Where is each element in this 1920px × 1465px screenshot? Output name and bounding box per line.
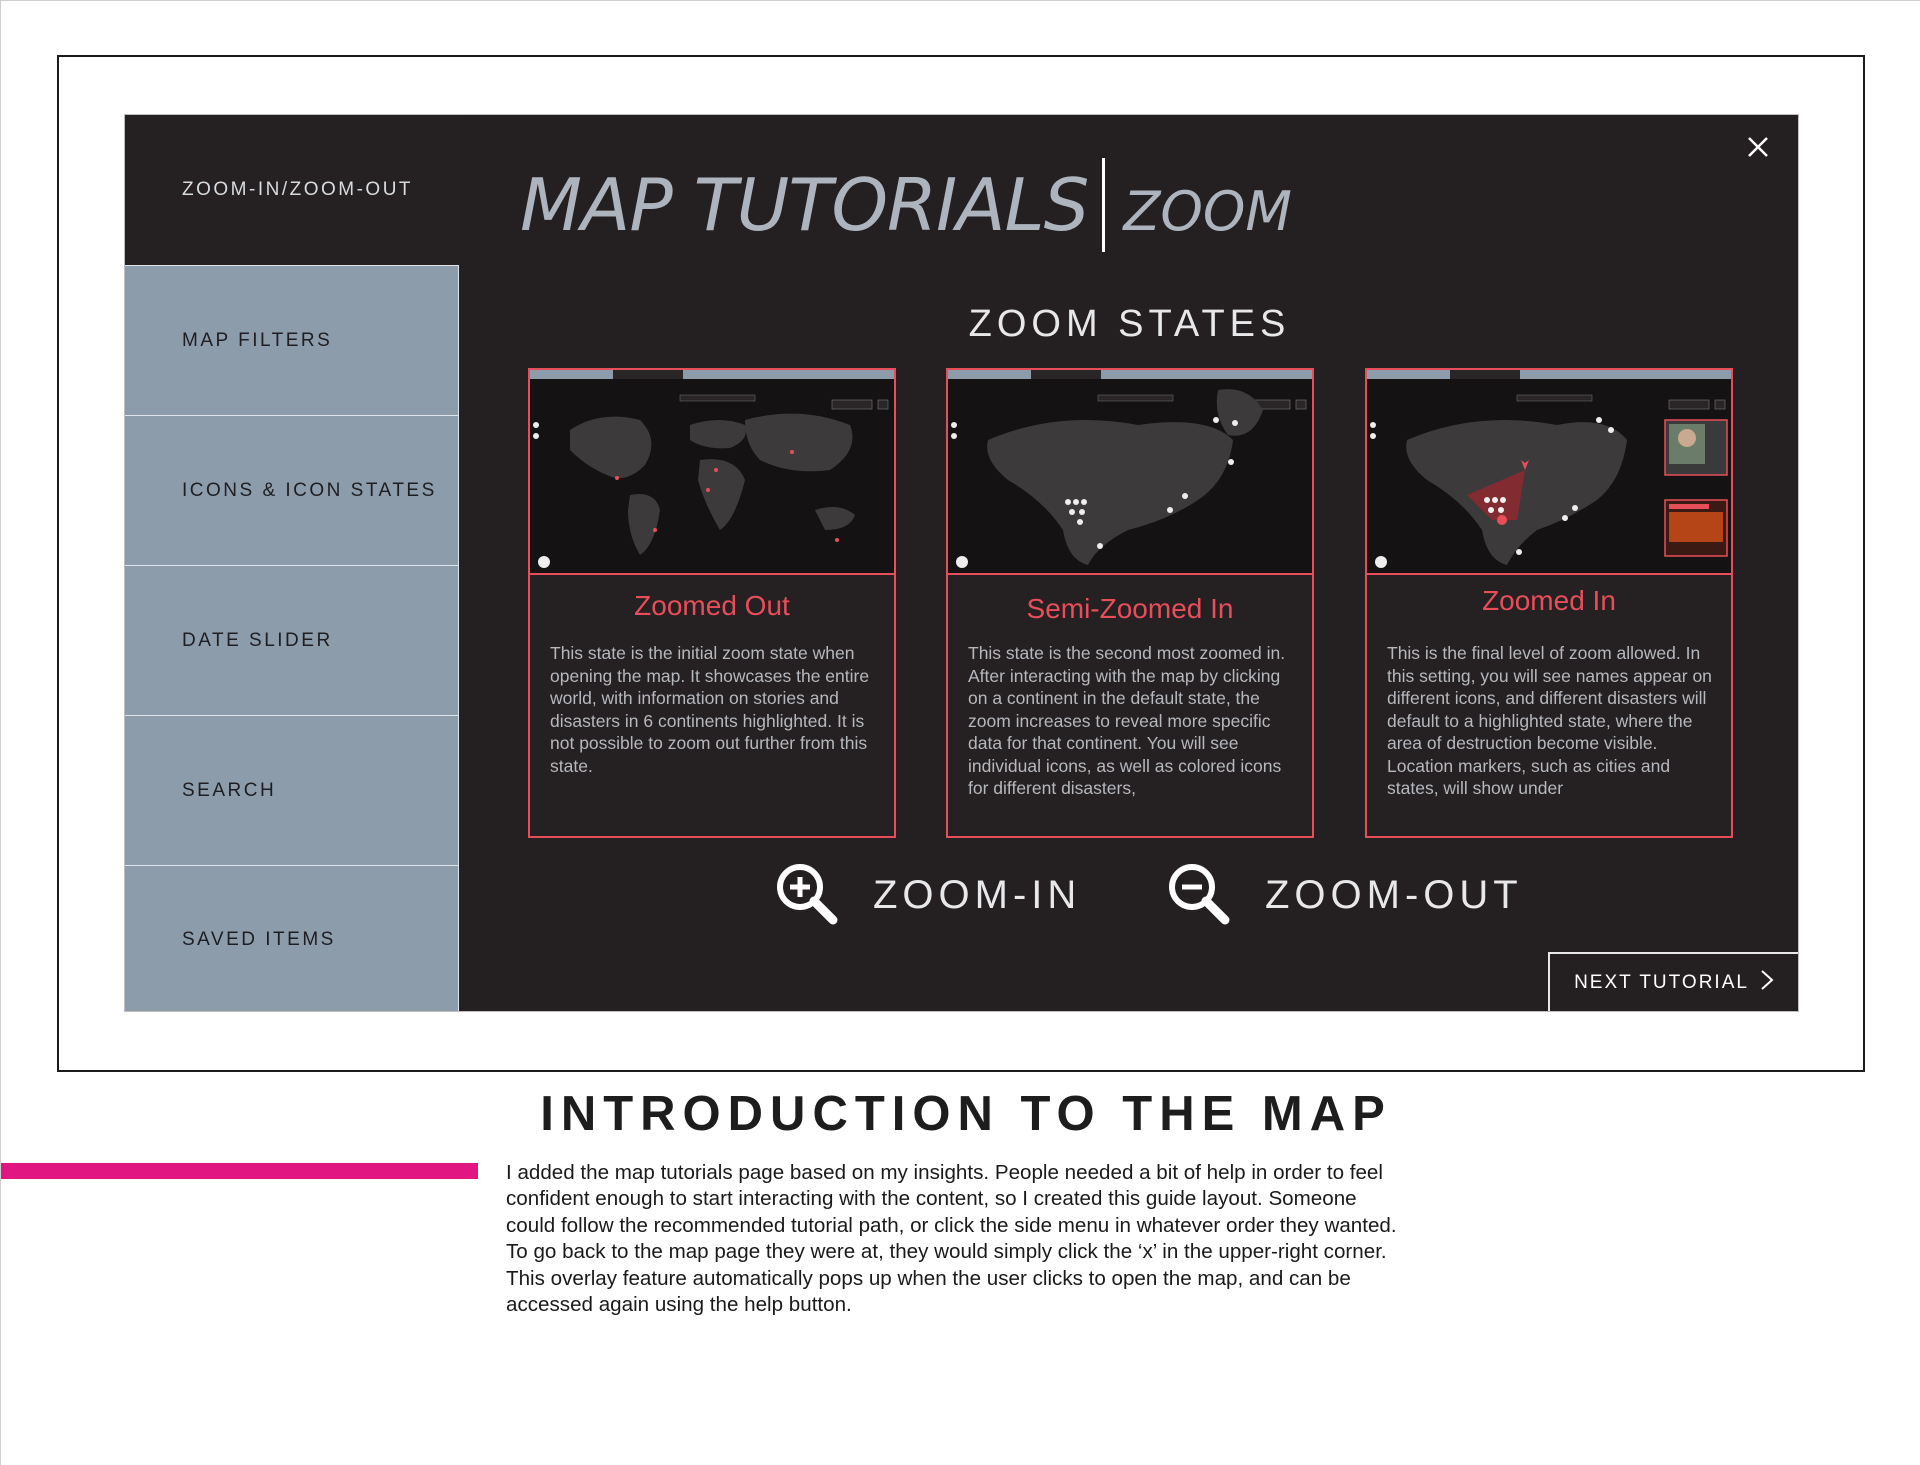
card-body: This state is the initial zoom state when opening the map. It showcases the entire world, with information on stories and disasters in 6 continents highlighted. It is not possible to zoom out further from this state. — [550, 643, 870, 776]
sidebar-item-zoom[interactable] — [125, 115, 459, 265]
sidebar-item-search[interactable] — [125, 715, 459, 865]
map-thumbnail — [948, 370, 1312, 575]
next-tutorial-label: NEXT TUTORIAL — [1574, 972, 1749, 993]
sidebar-item-label: SEARCH — [182, 779, 277, 801]
accent-bar — [1, 1163, 478, 1179]
card-body: This is the final level of zoom allowed. In this setting, you will see names appear on different icons, and different disasters will default to a highlighted state, where the area of destruction become visible. Location markers, such as cities and states, will show under — [1387, 643, 1712, 798]
sidebar-item-map-filters[interactable] — [125, 265, 459, 415]
close-icon[interactable] — [1740, 129, 1776, 165]
zoom-out-button[interactable] — [1165, 860, 1523, 931]
title-main: MAP TUTORIALS — [520, 163, 1089, 247]
card-title: Semi-Zoomed In — [1026, 593, 1234, 624]
chevron-right-icon — [1759, 969, 1775, 998]
sidebar-item-saved-items[interactable] — [125, 865, 459, 1012]
zoom-state-card — [946, 368, 1314, 838]
zoom-in-icon — [773, 860, 839, 931]
sidebar-item-date-slider[interactable] — [125, 565, 459, 715]
tutorial-overlay — [124, 114, 1799, 1012]
sidebar-item-label: SAVED ITEMS — [182, 928, 336, 950]
card-title: Zoomed In — [1482, 585, 1616, 616]
zoom-state-card — [528, 368, 896, 838]
card-body: This state is the second most zoomed in. After interacting with the map by clicking on a continent in the default state, the zoom increases to reveal more specific data for that continent. You will see individual icons, as well as colored icons for different disasters, — [968, 643, 1286, 798]
sidebar-item-label: DATE SLIDER — [182, 629, 333, 651]
tutorial-sidebar — [125, 115, 459, 1012]
title-divider — [1102, 158, 1105, 252]
caption-body: I added the map tutorials page based on my insights. People needed a bit of help in order to feel confident enough to start interacting with the content, so I created this guide layout. Someone could follow the recommended tutorial path, or click the side menu in whatever order they wanted. To go back to the map page they were at, they would simply click the ‘x’ in the upper-right corner. This overlay feature automatically pops up when the user clicks to open the map, and can be accessed again using the help button. — [506, 1161, 1397, 1317]
sidebar-item-label: MAP FILTERS — [182, 329, 333, 351]
page-title — [520, 155, 1292, 255]
section-title: ZOOM STATES — [968, 303, 1291, 345]
zoom-out-icon — [1165, 860, 1231, 931]
map-thumbnail — [530, 370, 894, 575]
caption-title: INTRODUCTION TO THE MAP — [540, 1087, 1392, 1141]
card-title: Zoomed Out — [634, 590, 790, 621]
next-tutorial-button[interactable] — [1548, 952, 1799, 1012]
map-thumbnail — [1367, 370, 1731, 575]
zoom-in-button[interactable] — [773, 860, 1081, 931]
sidebar-item-label: ZOOM-IN/ZOOM-OUT — [182, 179, 414, 200]
sidebar-item-label: ICONS & ICON STATES — [182, 479, 437, 501]
zoom-in-label: ZOOM-IN — [873, 873, 1082, 917]
title-sub: ZOOM — [1123, 179, 1292, 243]
sidebar-item-icons[interactable] — [125, 415, 459, 565]
zoom-out-label: ZOOM-OUT — [1265, 873, 1523, 917]
zoom-state-card — [1365, 368, 1733, 838]
